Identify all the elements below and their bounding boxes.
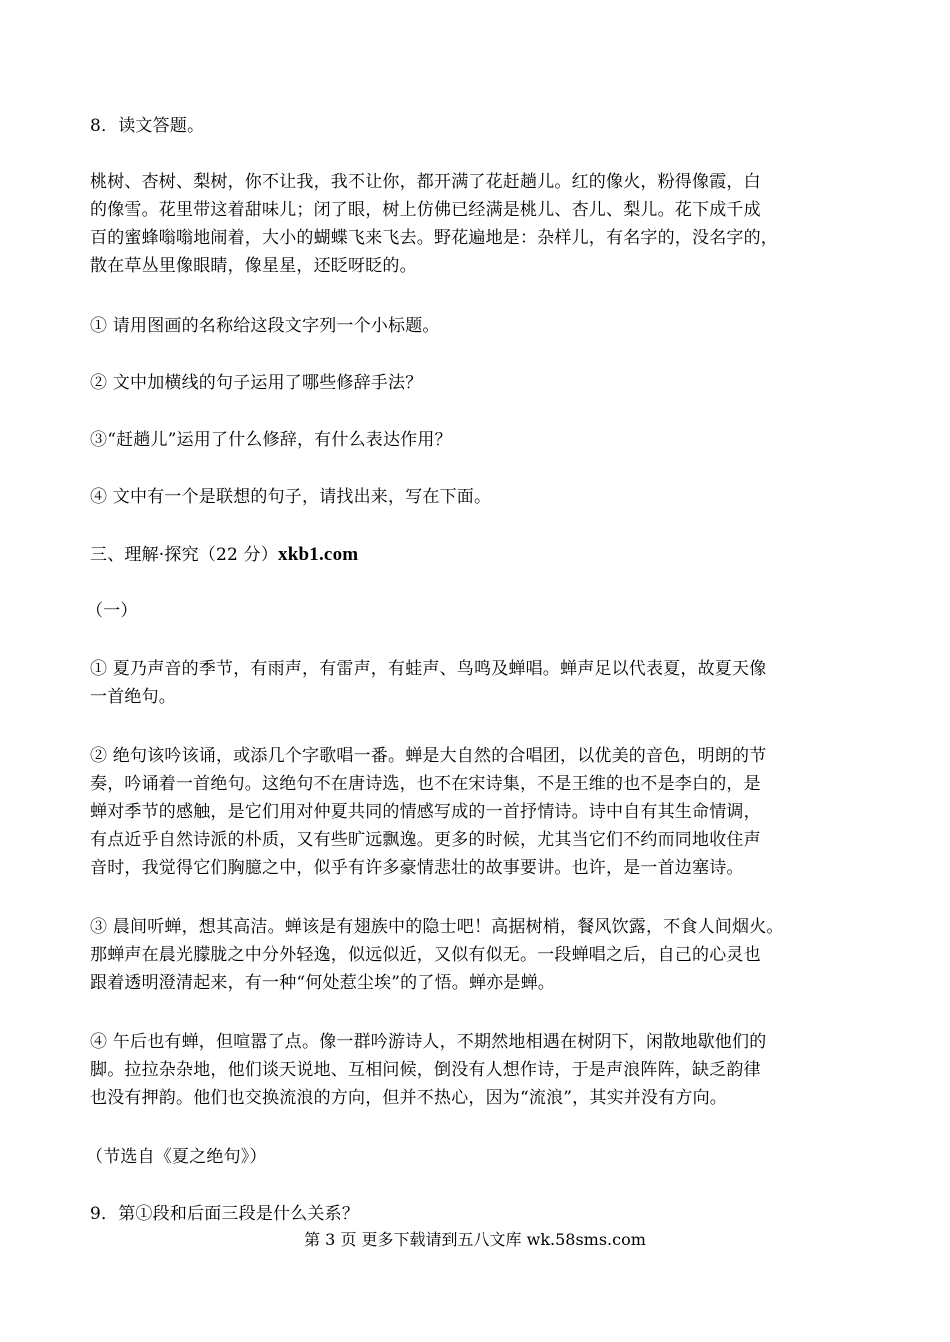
article-paragraph-2-line: ② 绝句该吟该诵，或添几个字歌唱一番。蝉是大自然的合唱团，以优美的音色，明朗的节 xyxy=(90,746,767,766)
question-8-sub-3: ③“赶趟儿”运用了什么修辞，有什么表达作用？ xyxy=(90,430,452,450)
section-3-heading xyxy=(90,542,358,568)
article-paragraph-2-line: 奏，吟诵着一首绝句。这绝句不在唐诗选，也不在宋诗集，不是王维的也不是李白的，是 xyxy=(90,774,761,794)
passage-line: 桃树、杏树、梨树，你不让我，我不让你，都开满了花赶趟儿。红的像火，粉得像霞，白 xyxy=(90,172,761,192)
article-paragraph-3-line: 跟着透明澄清起来，有一种“何处惹尘埃”的了悟。蝉亦是蝉。 xyxy=(90,973,555,993)
question-8-title: 8．读文答题。 xyxy=(90,116,205,136)
passage-line: 百的蜜蜂嗡嗡地闹着，大小的蝴蝶飞来飞去。野花遍地是：杂样儿，有名字的，没名字的， xyxy=(90,228,778,248)
article-paragraph-2-line: 有点近乎自然诗派的朴质，又有些旷远飘逸。更多的时候，尤其当它们不约而同地收住声 xyxy=(90,830,761,850)
question-8-sub-1: ① 请用图画的名称给这段文字列一个小标题。 xyxy=(90,316,440,336)
article-paragraph-3-line: ③ 晨间听蝉，想其高洁。蝉该是有翅族中的隐士吧！高据树梢，餐风饮露，不食人间烟火。 xyxy=(90,917,784,937)
article-paragraph-2-line: 蝉对季节的感触，是它们用对仲夏共同的情感写成的一首抒情诗。诗中自有其生命情调， xyxy=(90,802,761,822)
question-8-sub-2: ② 文中加横线的句子运用了哪些修辞手法？ xyxy=(90,373,423,393)
article-paragraph-2-line: 音时，我觉得它们胸臆之中，似乎有许多豪情悲壮的故事要讲。也许，是一首边塞诗。 xyxy=(90,858,744,878)
article-paragraph-1-line: ① 夏乃声音的季节，有雨声，有雷声，有蛙声、鸟鸣及蝉唱。蝉声足以代表夏，故夏天像 xyxy=(90,659,767,679)
part-label: （一） xyxy=(86,601,138,621)
article-paragraph-4-line: ④ 午后也有蝉，但喧嚣了点。像一群吟游诗人，不期然地相遇在树阴下，闲散地歇他们的 xyxy=(90,1032,767,1052)
section-3-heading-text: 三、理解·探究（22 分） xyxy=(90,545,279,565)
brand-watermark-text: xkb1.com xyxy=(278,544,359,565)
article-paragraph-3-line: 那蝉声在晨光朦胧之中分外轻逸，似远似近，又似有似无。一段蝉唱之后，自己的心灵也 xyxy=(90,945,761,965)
page-footer: 第 3 页 更多下载请到五八文库 wk.58sms.com xyxy=(304,1230,646,1249)
question-8-sub-4: ④ 文中有一个是联想的句子，请找出来，写在下面。 xyxy=(90,487,492,507)
article-source: （节选自《夏之绝句》） xyxy=(86,1147,267,1167)
passage-line: 的像雪。花里带这着甜味儿；闭了眼，树上仿佛已经满是桃儿、杏儿、梨儿。花下成千成 xyxy=(90,200,761,220)
question-9-title: 9．第①段和后面三段是什么关系？ xyxy=(90,1204,360,1224)
passage-line: 散在草丛里像眼睛，像星星，还眨呀眨的。 xyxy=(90,256,417,276)
article-paragraph-4-line: 也没有押韵。他们也交换流浪的方向，但并不热心，因为“流浪”，其实并没有方向。 xyxy=(90,1088,727,1108)
article-paragraph-1-line: 一首绝句。 xyxy=(90,687,176,707)
article-paragraph-4-line: 脚。拉拉杂杂地，他们谈天说地、互相问候，倒没有人想作诗，于是声浪阵阵，缺乏韵律 xyxy=(90,1060,761,1080)
